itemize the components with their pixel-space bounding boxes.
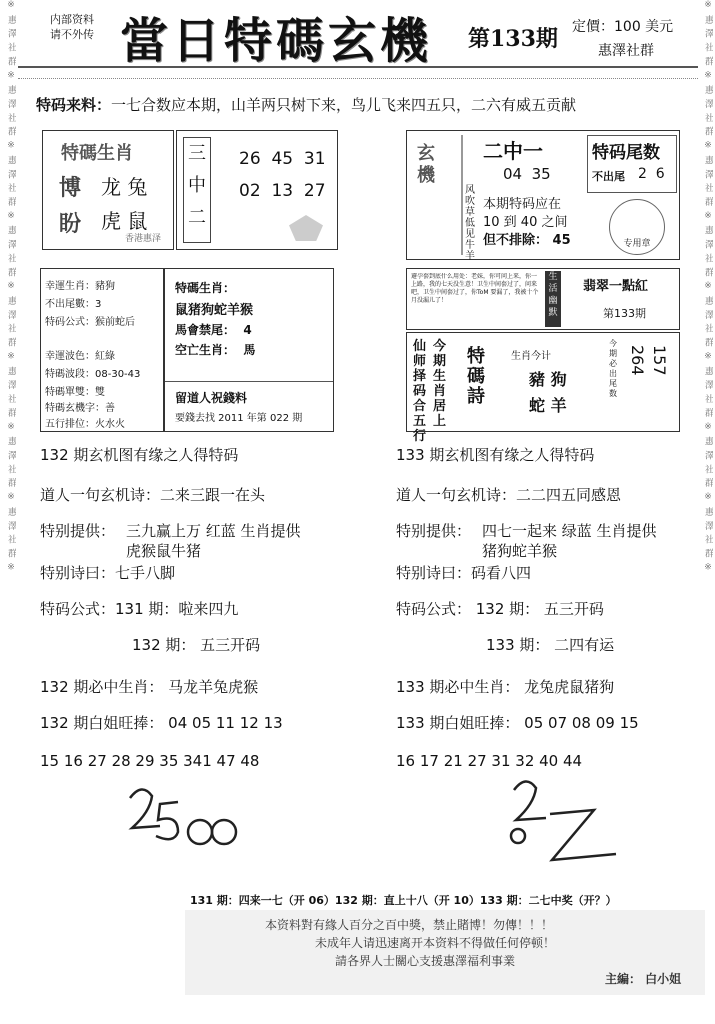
panel-special-zodiac — [164, 268, 334, 432]
left-line-8: 132 期白姐旺捧： 04 05 11 12 13 — [40, 714, 283, 732]
lucky-row-7: 特碼玄機字：善 — [45, 403, 115, 414]
panel-poem — [406, 332, 680, 444]
numbers-line-1: 26 45 31 — [239, 149, 326, 169]
void-zodiac: 空亡生肖： 馬 — [175, 343, 256, 357]
header-divider — [18, 66, 698, 79]
poem-nums-a: 264 — [628, 345, 647, 376]
two-hit-one-numbers: 04 35 — [503, 165, 551, 183]
zodiac-row-2: 虎 鼠 — [101, 209, 148, 233]
two-hit-one-title: 二中一 — [483, 139, 543, 163]
lucky-row-2: 不出尾數：3 — [45, 299, 102, 310]
mystery-char-1: 玄 — [417, 143, 435, 164]
left-line-9: 15 16 27 28 29 35 341 47 48 — [40, 752, 260, 770]
riddle-line — [36, 94, 576, 115]
poem-left-col-1: 仙师择码合五行 — [413, 339, 427, 444]
badge-line-1: 内部资料 — [50, 13, 94, 26]
price-label: 定價：100 美元 — [572, 19, 674, 35]
publisher-label: 惠澤社群 — [598, 43, 654, 59]
label-char-2: 中 — [188, 175, 206, 196]
lucky-row-8: 五行排位：火水火 — [45, 419, 125, 430]
lucky-row-1: 幸運生肖：豬狗 — [45, 281, 115, 292]
left-border-pattern: ※ 惠 澤 社 群 ※ 惠 澤 社 群 ※ 惠 澤 社 群 ※ 惠 澤 社 群 ※ 惠 澤 社 群 ※ 惠 澤 社 群 ※ 惠 澤 社 群 ※ 惠 澤 社 群 ※ — [6, 0, 16, 574]
riddle-label: 特码来料： — [36, 96, 112, 114]
internal-badge — [42, 12, 102, 42]
riddle-text: 一七合数应本期，山羊两只树下来，鸟儿飞来四五只，二六有威五贡献 — [111, 96, 577, 114]
left-line-3-text: 三九赢上万 红蓝 生肖提供 — [126, 522, 301, 540]
right-line-3-text: 四七一起来 绿蓝 生肖提供 — [482, 522, 657, 540]
zodiac-char-2: 盼 — [59, 211, 82, 237]
zodiac-char-1: 博 — [59, 175, 82, 201]
badge-line-2: 请不外传 — [50, 28, 94, 41]
banned-tail: 馬會禁尾： 4 — [175, 323, 252, 337]
left-line-2: 道人一句玄机诗：二来三跟一在头 — [40, 486, 266, 504]
lucky-row-4: 幸運波色：紅綠 — [45, 351, 115, 362]
right-border-pattern: ※ 惠 澤 社 群 ※ 惠 澤 社 群 ※ 惠 澤 社 群 ※ 惠 澤 社 群 ※ 惠 澤 社 群 ※ 惠 澤 社 群 ※ 惠 澤 社 群 ※ 惠 澤 社 群 ※ — [703, 0, 713, 574]
right-line-2: 道人一句玄机诗：二二四五同感恩 — [396, 486, 622, 504]
page-title: 當日特碼玄機 — [120, 13, 433, 69]
footer-warning-3: 請各界人士關心支援惠澤福利事業 — [335, 954, 516, 968]
label-char-3: 二 — [188, 207, 206, 228]
lucky-row-6: 特碼單雙：雙 — [45, 387, 105, 398]
zodiac-panel-title: 特碼生肖 — [61, 143, 133, 164]
footer-notice — [185, 910, 705, 995]
panel-three-hit-two — [176, 130, 338, 250]
left-line-7: 132 期必中生肖： 马龙羊兔虎猴 — [40, 678, 259, 696]
footer-warning-2: 未成年人请迅速离开本资料不得做任何停顿！ — [315, 936, 556, 950]
zodiac-panel-footer: 香港惠泽 — [125, 234, 162, 244]
panel-mystery — [406, 130, 680, 260]
past-results: 131 期：四来一七（开 06）132 期：直上十八（开 10）133 期：二七中奖（开？） — [190, 894, 617, 907]
mystery-chars — [417, 143, 435, 187]
poem-nums-b: 157 — [650, 345, 669, 376]
jade-issue: 第133期 — [603, 307, 646, 320]
special-zodiac-list: 鼠猪狗蛇羊猴 — [175, 303, 254, 318]
right-line-4: 特别诗曰：码看八四 — [396, 564, 532, 582]
joke-text: 避孕套到底什么用处：老妹，你可问上来，你一上路，我的七天没生意！卫生中间套过了，问来吧，卫生中间套过了，你ToM 要漏了，我被十个月没漏儿了！ — [411, 273, 539, 304]
lucky-row-5: 特碼波段：08-30-43 — [45, 369, 141, 380]
numbers-line-2: 02 13 27 — [239, 181, 326, 201]
left-line-3-cont: 虎猴鼠牛猪 — [126, 542, 202, 560]
right-line-8: 133 期白姐旺捧： 05 07 08 09 15 — [396, 714, 639, 732]
range-line-3: 但不排除： 45 — [483, 233, 571, 248]
left-line-4: 特别诗曰：七手八脚 — [40, 564, 176, 582]
right-line-6: 133 期： 二四有运 — [486, 636, 615, 654]
range-line-2: 10 到 40 之间 — [483, 215, 568, 230]
right-line-5: 特码公式： 132 期： 五三开码 — [396, 600, 604, 618]
joke-side-label: 生活幽默 — [545, 271, 561, 327]
poem-zodiac-2: 蛇 羊 — [529, 396, 567, 415]
left-line-5: 特码公式：131 期：啦来四九 — [40, 600, 239, 618]
lucky-row-3: 特码公式：猴前蛇后 — [45, 317, 135, 328]
tail-box — [587, 135, 677, 193]
mystery-char-2: 機 — [417, 165, 435, 186]
tail-badge-sub: 不出尾 — [592, 170, 625, 183]
vertical-poem: 风吹草低见牛羊 — [465, 185, 475, 262]
special-footer-text: 要錢去找 2011 年第 022 期 — [175, 413, 303, 424]
zodiac-row-1: 龙 兔 — [101, 175, 148, 199]
poem-left-col-2: 今期生肖居上 — [433, 339, 447, 429]
special-footer-title: 留道人祝錢料 — [175, 391, 248, 405]
tail-badge-numbers: 2 6 — [638, 166, 665, 182]
left-line-1: 132 期玄机图有缘之人得特码 — [40, 446, 239, 464]
footer-warning-1: 本资料對有緣人百分之百中獎，禁止賭博！勿傳！！！ — [265, 918, 554, 932]
poem-title: 特碼詩 — [467, 346, 485, 407]
right-line-3-cont: 猪狗蛇羊猴 — [482, 542, 558, 560]
handwritten-scribble-right — [490, 770, 630, 870]
decor-badge — [289, 215, 323, 241]
panel-zodiac — [42, 130, 174, 250]
jade-title: 翡翠一點紅 — [583, 279, 649, 294]
poem-head: 生肖今计 — [511, 351, 551, 362]
range-line-1: 本期特码应在 — [483, 197, 562, 212]
three-hit-two-label — [183, 137, 211, 243]
left-line-3-label: 特别提供： — [40, 522, 116, 540]
right-line-3-label: 特别提供： — [396, 522, 472, 540]
right-line-1: 133 期玄机图有缘之人得特码 — [396, 446, 595, 464]
right-line-9: 16 17 21 27 31 32 40 44 — [396, 752, 583, 770]
tail-badge: 特码尾数 — [592, 143, 660, 163]
official-stamp: 专用章 — [609, 199, 665, 255]
poem-zodiac-1: 豬 狗 — [529, 370, 567, 389]
special-zodiac-title: 特碼生肖： — [175, 281, 236, 295]
right-line-7: 133 期必中生肖： 龙兔虎鼠猪狗 — [396, 678, 615, 696]
footer-editor: 主編： 白小姐 — [605, 972, 682, 986]
left-line-6: 132 期： 五三开码 — [132, 636, 261, 654]
panel-lucky-info — [40, 268, 164, 432]
special-divider — [165, 381, 333, 382]
poem-right-label: 今期必出尾数 — [609, 339, 617, 398]
mystery-divider — [461, 135, 463, 255]
handwritten-scribble-left — [120, 780, 250, 860]
panel-joke — [406, 268, 680, 330]
label-char-1: 三 — [188, 143, 206, 164]
issue-number: 第133期 — [468, 26, 558, 52]
